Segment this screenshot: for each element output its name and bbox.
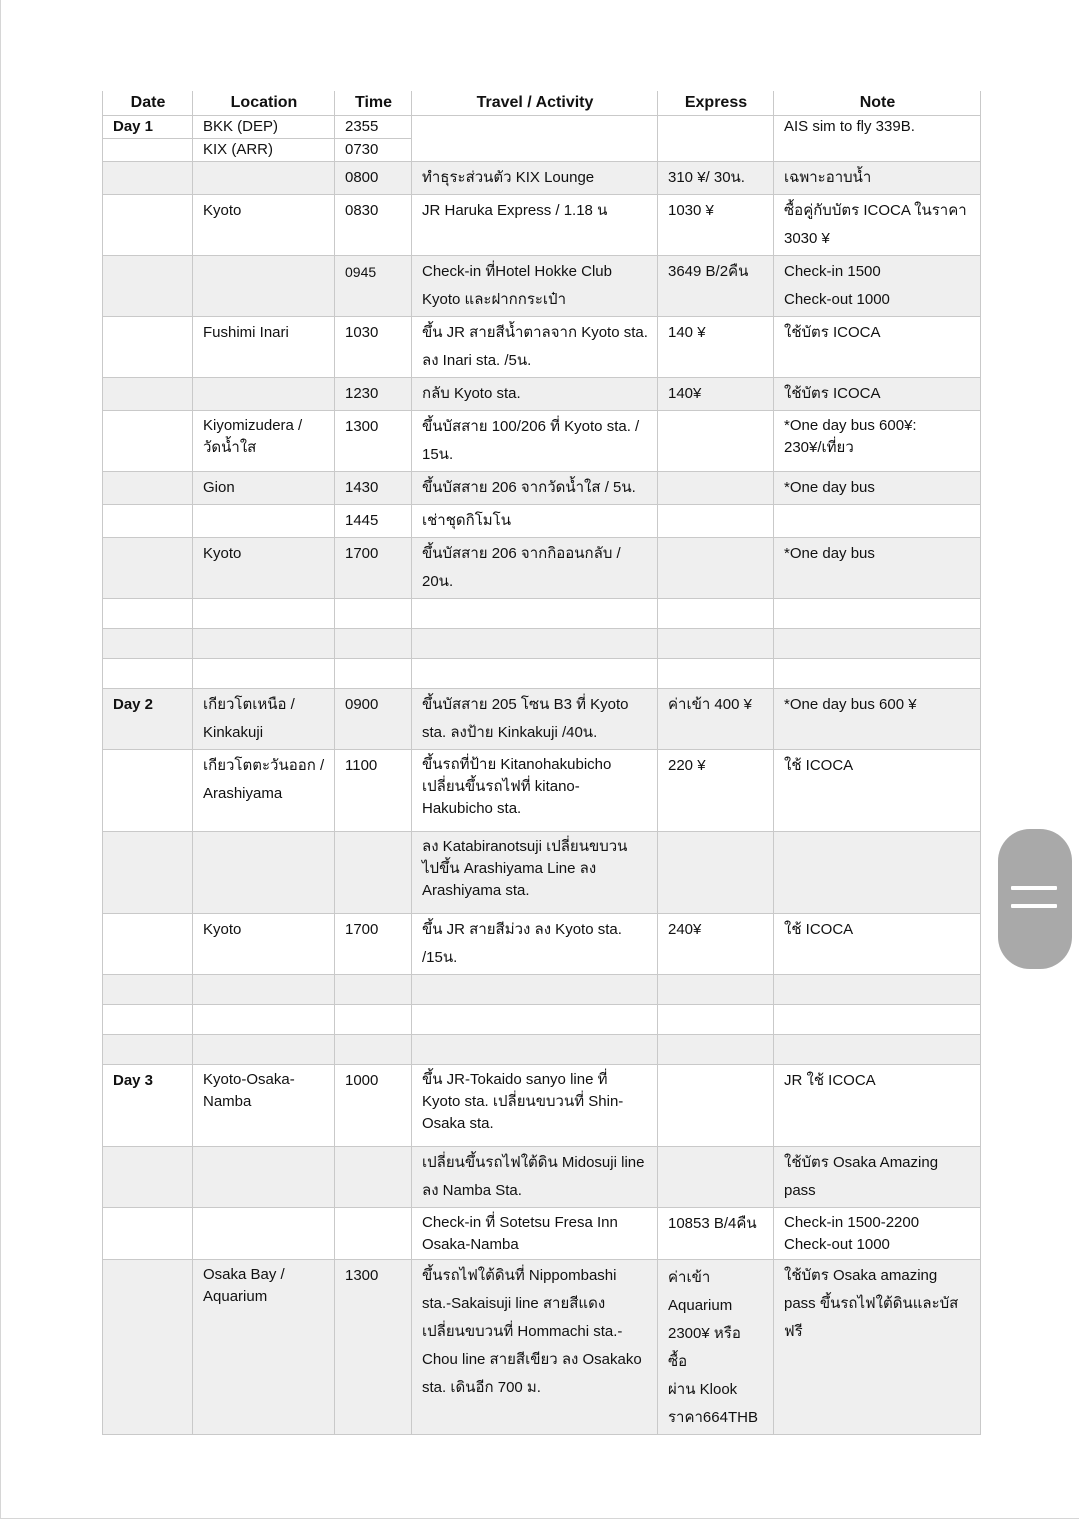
location-cell: Kyoto: [193, 914, 335, 975]
express-cell: [658, 472, 774, 505]
location-cell: BKK (DEP): [193, 116, 335, 139]
date-cell: [103, 162, 193, 195]
table-row: [103, 317, 981, 378]
table-row: [103, 1147, 981, 1208]
activity-cell: [412, 599, 658, 629]
note-cell: JR ใช้ ICOCA: [774, 1065, 981, 1147]
header-location: Location: [193, 91, 335, 116]
activity-cell: ขึ้นบัสสาย 206 จากกิออนกลับ / 20น.: [412, 538, 658, 599]
express-cell: [658, 1147, 774, 1208]
table-row: [103, 1035, 981, 1065]
table-row: [103, 1260, 981, 1435]
location-cell: Gion: [193, 472, 335, 505]
date-cell: [103, 1035, 193, 1065]
activity-cell: [412, 116, 658, 162]
time-cell: [335, 629, 412, 659]
scroll-handle[interactable]: [998, 829, 1072, 969]
header-note: Note: [774, 91, 981, 116]
time-cell: 1300: [335, 411, 412, 472]
note-cell: Check-in 1500 Check-out 1000: [774, 256, 981, 317]
time-cell: [335, 1208, 412, 1260]
table-row: [103, 975, 981, 1005]
time-cell: 0730: [335, 139, 412, 162]
note-cell: ใช้บัตร ICOCA: [774, 317, 981, 378]
date-cell: [103, 1260, 193, 1435]
handle-grip-icon: [1011, 886, 1057, 890]
table-row: [103, 378, 981, 411]
date-cell: [103, 195, 193, 256]
time-cell: 0900: [335, 689, 412, 750]
note-cell: ใช้บัตร ICOCA: [774, 378, 981, 411]
date-cell: [103, 378, 193, 411]
note-cell: *One day bus 600 ¥: [774, 689, 981, 750]
activity-cell: Check-in ที่ Sotetsu Fresa Inn Osaka-Namba: [412, 1208, 658, 1260]
express-cell: [658, 1065, 774, 1147]
time-cell: 1030: [335, 317, 412, 378]
express-cell: [658, 505, 774, 538]
date-cell: Day 3: [103, 1065, 193, 1147]
header-activity: Travel / Activity: [412, 91, 658, 116]
activity-cell: [412, 1005, 658, 1035]
table-row: [103, 750, 981, 832]
note-cell: [774, 975, 981, 1005]
table-row: [103, 689, 981, 750]
location-cell: Osaka Bay / Aquarium: [193, 1260, 335, 1435]
activity-cell: JR Haruka Express / 1.18 น: [412, 195, 658, 256]
table-row: [103, 162, 981, 195]
express-cell: 3649 B/2คืน: [658, 256, 774, 317]
activity-cell: ขึ้น JR สายสีม่วง ลง Kyoto sta. /15น.: [412, 914, 658, 975]
table-row: [103, 538, 981, 599]
activity-cell: ขึ้นรถที่ป้าย Kitanohakubicho เปลี่ยนขึ้นรถไฟที่ kitano- Hakubicho sta.: [412, 750, 658, 832]
date-cell: [103, 832, 193, 914]
location-cell: [193, 1035, 335, 1065]
location-cell: [193, 599, 335, 629]
itinerary-table-container: [102, 91, 980, 1435]
note-cell: ใช้บัตร Osaka amazing pass ขึ้นรถไฟใต้ดินและบัสฟรี: [774, 1260, 981, 1435]
table-row: [103, 914, 981, 975]
activity-cell: ลง Katabiranotsuji เปลี่ยนขบวน ไปขึ้น Arashiyama Line ลง Arashiyama sta.: [412, 832, 658, 914]
note-cell: [774, 1035, 981, 1065]
time-cell: [335, 975, 412, 1005]
activity-cell: ขึ้นบัสสาย 205 โซน B3 ที่ Kyoto sta. ลงป้าย Kinkakuji /40น.: [412, 689, 658, 750]
date-cell: [103, 505, 193, 538]
date-cell: [103, 914, 193, 975]
location-cell: Kiyomizudera / วัดน้ำใส: [193, 411, 335, 472]
table-row: [103, 1065, 981, 1147]
express-cell: 140 ¥: [658, 317, 774, 378]
express-cell: [658, 116, 774, 162]
table-row: [103, 599, 981, 629]
activity-cell: ขึ้น JR-Tokaido sanyo line ที่ Kyoto sta. เปลี่ยนขบวนที่ Shin- Osaka sta.: [412, 1065, 658, 1147]
location-cell: [193, 505, 335, 538]
express-cell: [658, 629, 774, 659]
time-cell: 1300: [335, 1260, 412, 1435]
location-cell: เกียวโตเหนือ / Kinkakuji: [193, 689, 335, 750]
table-row: [103, 1208, 981, 1260]
header-time: Time: [335, 91, 412, 116]
time-cell: [335, 599, 412, 629]
time-cell: 1230: [335, 378, 412, 411]
note-cell: *One day bus: [774, 472, 981, 505]
express-cell: 310 ¥/ 30น.: [658, 162, 774, 195]
note-cell: *One day bus 600¥: 230¥/เที่ยว: [774, 411, 981, 472]
express-cell: [658, 659, 774, 689]
date-cell: [103, 1208, 193, 1260]
express-cell: [658, 1005, 774, 1035]
express-cell: 240¥: [658, 914, 774, 975]
time-cell: [335, 832, 412, 914]
date-cell: [103, 750, 193, 832]
time-cell: 0800: [335, 162, 412, 195]
table-row: [103, 832, 981, 914]
express-cell: [658, 975, 774, 1005]
time-cell: 1445: [335, 505, 412, 538]
express-cell: [658, 1035, 774, 1065]
location-cell: [193, 1005, 335, 1035]
time-cell: [335, 1005, 412, 1035]
time-cell: 1000: [335, 1065, 412, 1147]
location-cell: [193, 629, 335, 659]
activity-cell: ขึ้นบัสสาย 100/206 ที่ Kyoto sta. / 15น.: [412, 411, 658, 472]
time-cell: 0830: [335, 195, 412, 256]
activity-cell: กลับ Kyoto sta.: [412, 378, 658, 411]
table-row: [103, 116, 981, 139]
activity-cell: ขึ้นบัสสาย 206 จากวัดน้ำใส / 5น.: [412, 472, 658, 505]
note-cell: เฉพาะอาบน้ำ: [774, 162, 981, 195]
date-cell: [103, 472, 193, 505]
express-cell: ค่าเข้า Aquarium 2300¥ หรือ ซื้อ ผ่าน Klook ราคา664THB: [658, 1260, 774, 1435]
activity-cell: [412, 975, 658, 1005]
express-cell: 220 ¥: [658, 750, 774, 832]
note-cell: [774, 659, 981, 689]
activity-cell: [412, 1035, 658, 1065]
table-row: [103, 629, 981, 659]
date-cell: [103, 317, 193, 378]
date-cell: [103, 659, 193, 689]
date-cell: [103, 139, 193, 162]
date-cell: [103, 411, 193, 472]
time-cell: 1700: [335, 914, 412, 975]
table-row: [103, 1005, 981, 1035]
handle-grip-icon: [1011, 904, 1057, 908]
note-cell: ใช้ ICOCA: [774, 914, 981, 975]
express-cell: [658, 538, 774, 599]
date-cell: [103, 256, 193, 317]
location-cell: [193, 659, 335, 689]
time-cell: 1430: [335, 472, 412, 505]
time-cell: [335, 1035, 412, 1065]
date-cell: [103, 975, 193, 1005]
activity-cell: เปลี่ยนขึ้นรถไฟใต้ดิน Midosuji line ลง Namba Sta.: [412, 1147, 658, 1208]
note-cell: [774, 1005, 981, 1035]
location-cell: [193, 975, 335, 1005]
time-cell: 2355: [335, 116, 412, 139]
express-cell: 140¥: [658, 378, 774, 411]
note-cell: Check-in 1500-2200 Check-out 1000: [774, 1208, 981, 1260]
date-cell: [103, 599, 193, 629]
note-cell: [774, 629, 981, 659]
table-row: [103, 505, 981, 538]
table-row: [103, 659, 981, 689]
note-cell: [774, 505, 981, 538]
time-cell: 0945: [335, 256, 412, 317]
location-cell: [193, 378, 335, 411]
express-cell: [658, 599, 774, 629]
activity-cell: เช่าชุดกิโมโน: [412, 505, 658, 538]
location-cell: [193, 1147, 335, 1208]
date-cell: [103, 538, 193, 599]
location-cell: [193, 1208, 335, 1260]
note-cell: *One day bus: [774, 538, 981, 599]
time-cell: [335, 659, 412, 689]
activity-cell: ขึ้นรถไฟใต้ดินที่ Nippombashi sta.-Sakaisuji line สายสีแดง เปลี่ยนขบวนที่ Hommachi sta.- Chou line สายสีเขียว ลง Osakako sta. เดินอีก 700 ม.: [412, 1260, 658, 1435]
date-cell: [103, 629, 193, 659]
location-cell: Kyoto: [193, 538, 335, 599]
activity-cell: [412, 629, 658, 659]
table-row: [103, 256, 981, 317]
itinerary-table: [102, 91, 981, 1435]
express-cell: [658, 411, 774, 472]
date-cell: Day 2: [103, 689, 193, 750]
location-cell: เกียวโตตะวันออก / Arashiyama: [193, 750, 335, 832]
note-cell: [774, 832, 981, 914]
express-cell: 1030 ¥: [658, 195, 774, 256]
location-cell: KIX (ARR): [193, 139, 335, 162]
note-cell: [774, 599, 981, 629]
date-cell: [103, 1005, 193, 1035]
activity-cell: Check-in ที่Hotel Hokke Club Kyoto และฝากกระเป๋า: [412, 256, 658, 317]
table-row: [103, 195, 981, 256]
location-cell: Kyoto-Osaka- Namba: [193, 1065, 335, 1147]
time-cell: 1700: [335, 538, 412, 599]
note-cell: AIS sim to fly 339B.: [774, 116, 981, 162]
header-row: [103, 91, 981, 116]
note-cell: ใช้ ICOCA: [774, 750, 981, 832]
time-cell: 1100: [335, 750, 412, 832]
location-cell: Fushimi Inari: [193, 317, 335, 378]
header-date: Date: [103, 91, 193, 116]
date-cell: [103, 1147, 193, 1208]
time-cell: [335, 1147, 412, 1208]
activity-cell: [412, 659, 658, 689]
note-cell: ซื้อคู่กับบัตร ICOCA ในราคา 3030 ¥: [774, 195, 981, 256]
express-cell: [658, 832, 774, 914]
express-cell: ค่าเข้า 400 ¥: [658, 689, 774, 750]
location-cell: Kyoto: [193, 195, 335, 256]
location-cell: [193, 162, 335, 195]
location-cell: [193, 832, 335, 914]
header-express: Express: [658, 91, 774, 116]
note-cell: ใช้บัตร Osaka Amazing pass: [774, 1147, 981, 1208]
express-cell: 10853 B/4คืน: [658, 1208, 774, 1260]
date-cell: Day 1: [103, 116, 193, 139]
activity-cell: ขึ้น JR สายสีน้ำตาลจาก Kyoto sta. ลง Inari sta. /5น.: [412, 317, 658, 378]
activity-cell: ทำธุระส่วนตัว KIX Lounge: [412, 162, 658, 195]
table-row: [103, 472, 981, 505]
table-row: [103, 411, 981, 472]
location-cell: [193, 256, 335, 317]
